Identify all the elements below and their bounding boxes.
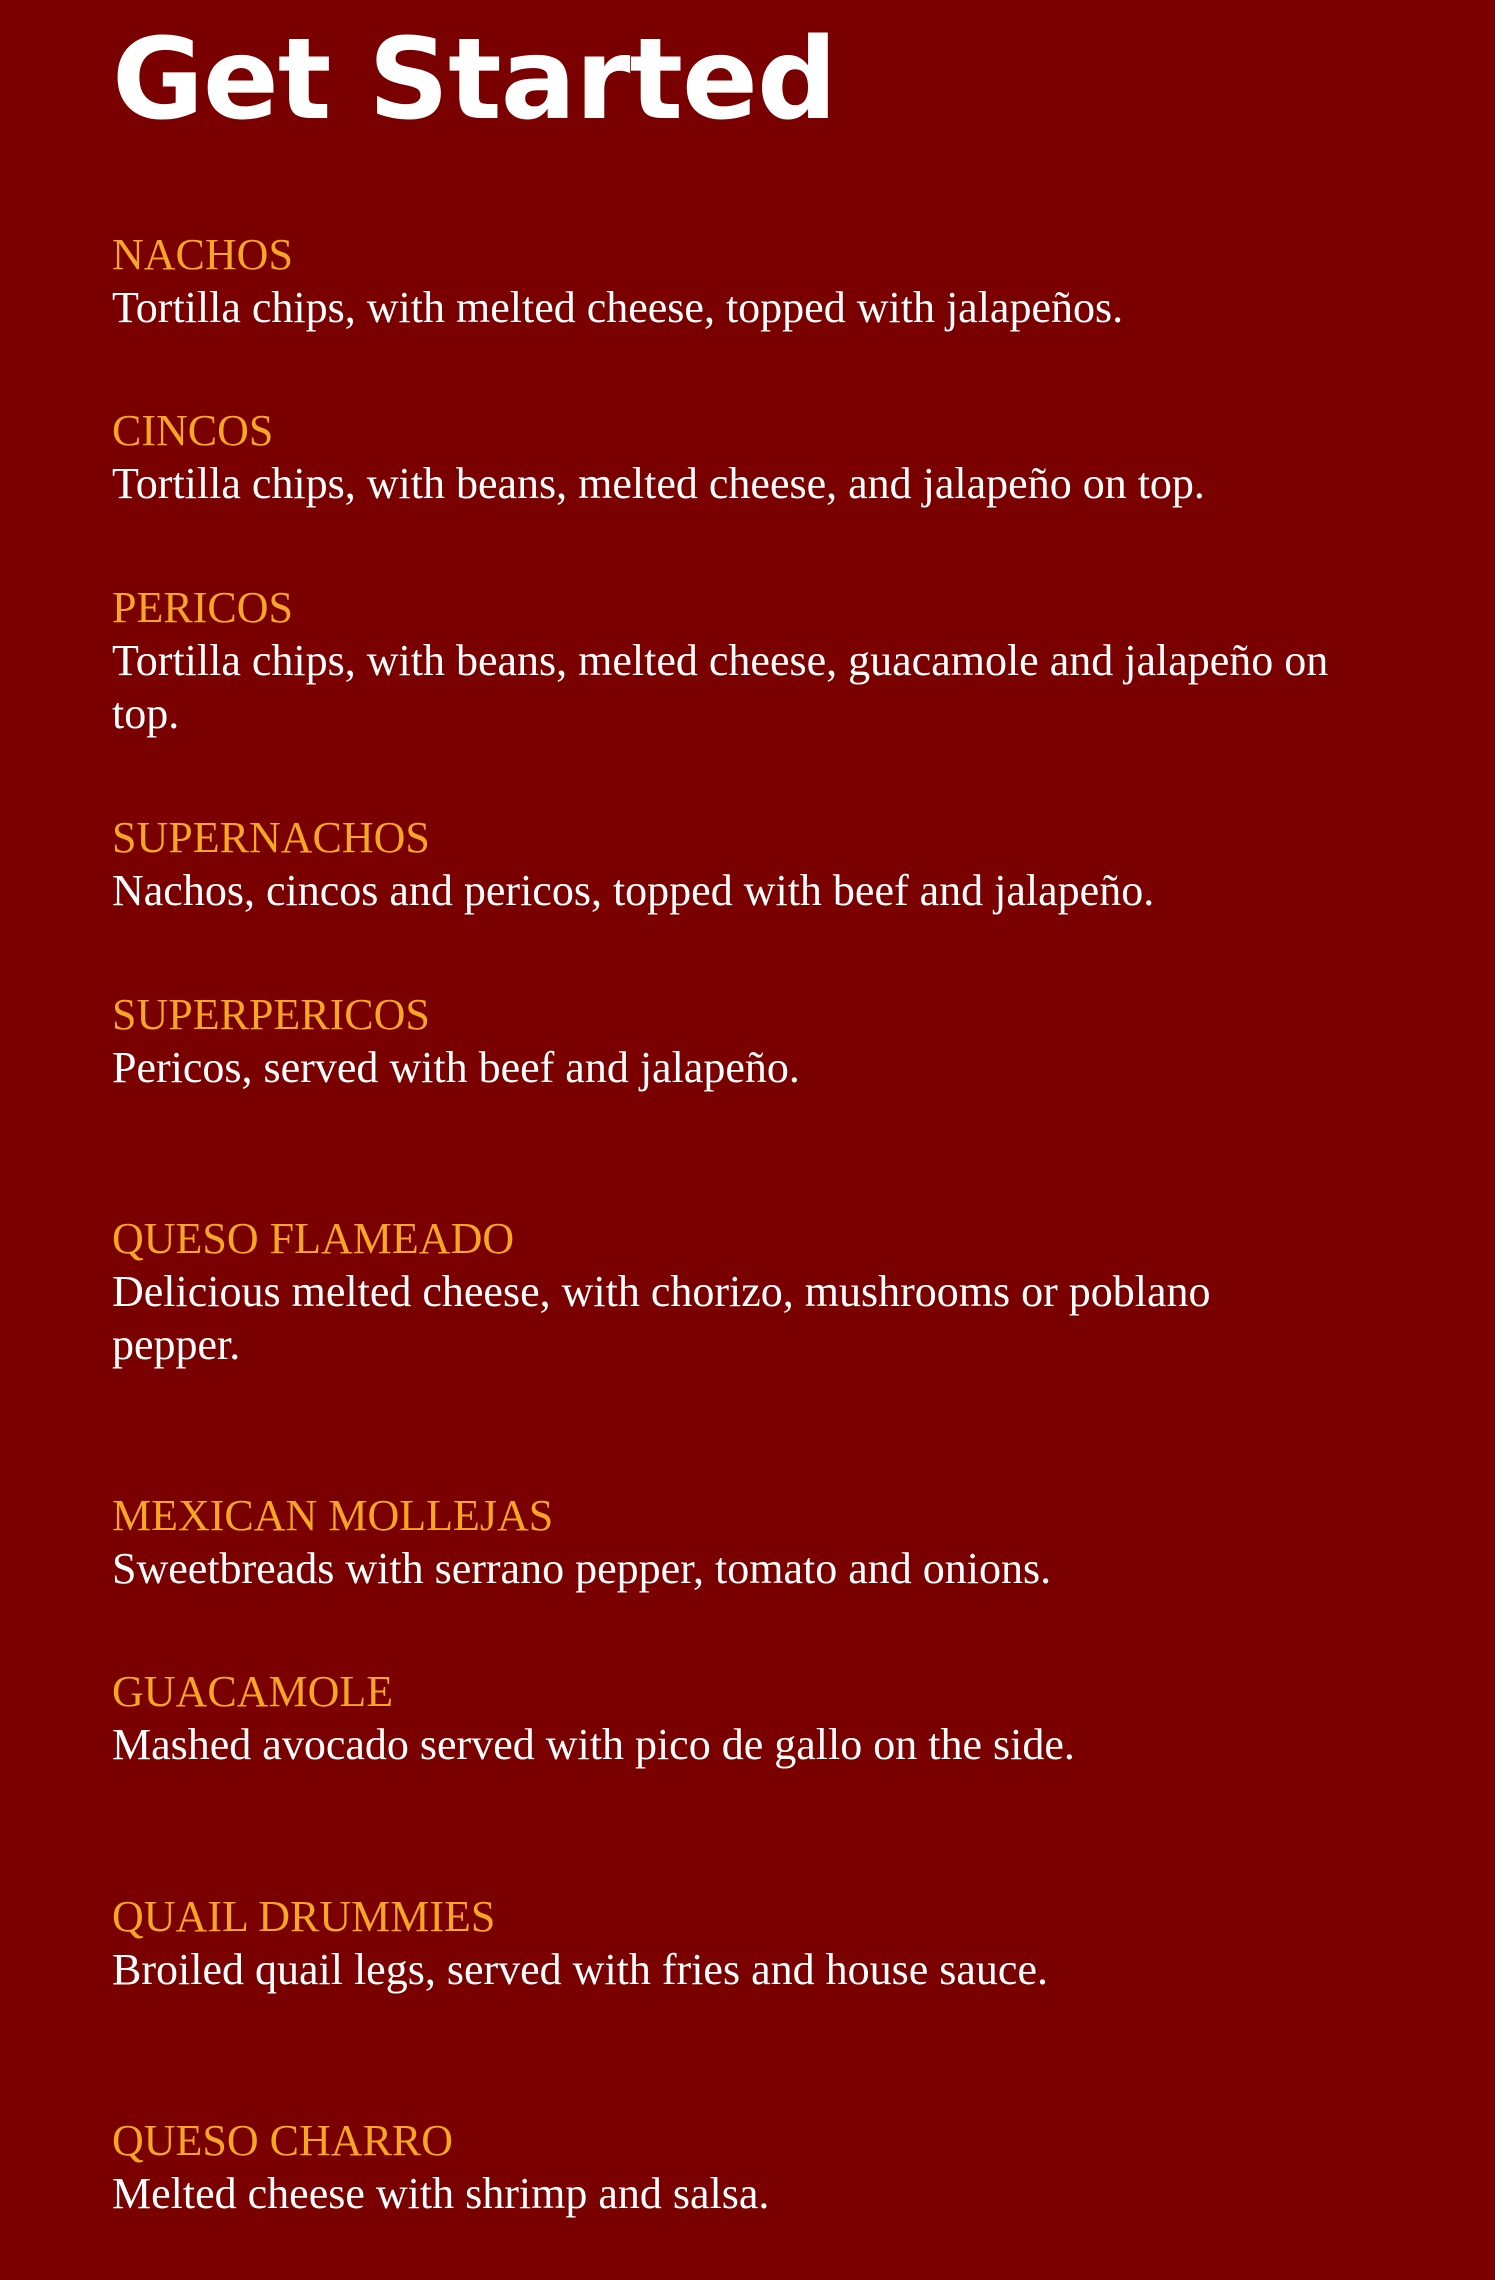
- menu-item-name: GUACAMOLE: [112, 1667, 394, 1716]
- menu-item-supernachos: [112, 812, 1342, 917]
- menu-item-name: SUPERNACHOS: [112, 813, 430, 862]
- menu-item-description: Broiled quail legs, served with fries and house sauce.: [112, 1945, 1048, 1994]
- page-title: Get Started: [112, 15, 837, 145]
- menu-item-queso-flameado: [112, 1213, 1342, 1371]
- menu-item-description: Melted cheese with shrimp and salsa.: [112, 2169, 770, 2218]
- menu-item-description: Sweetbreads with serrano pepper, tomato and onions.: [112, 1544, 1052, 1593]
- menu-item-name: CINCOS: [112, 406, 274, 455]
- menu-item-name: SUPERPERICOS: [112, 990, 430, 1039]
- menu-item-description: Delicious melted cheese, with chorizo, mushrooms or poblano pepper.: [112, 1267, 1211, 1369]
- menu-item-quail-drummies: [112, 1891, 1342, 1996]
- menu-item-name: QUESO FLAMEADO: [112, 1214, 515, 1263]
- menu-item-description: Pericos, served with beef and jalapeño.: [112, 1043, 800, 1092]
- menu-item-description: Nachos, cincos and pericos, topped with beef and jalapeño.: [112, 866, 1155, 915]
- menu-item-name: QUESO CHARRO: [112, 2116, 454, 2165]
- menu-item-cincos: [112, 405, 1342, 510]
- menu-item-pericos: [112, 582, 1342, 740]
- menu-item-name: MEXICAN MOLLEJAS: [112, 1491, 554, 1540]
- menu-item-name: NACHOS: [112, 230, 293, 279]
- menu-item-queso-charro: [112, 2115, 1342, 2220]
- menu-item-description: Tortilla chips, with melted cheese, topped with jalapeños.: [112, 283, 1124, 332]
- menu-item-name: PERICOS: [112, 583, 293, 632]
- menu-item-mexican-mollejas: [112, 1490, 1342, 1595]
- menu-item-description: Tortilla chips, with beans, melted cheese, guacamole and jalapeño on top.: [112, 636, 1329, 738]
- menu-item-description: Mashed avocado served with pico de gallo on the side.: [112, 1720, 1075, 1769]
- menu-item-name: QUAIL DRUMMIES: [112, 1892, 496, 1941]
- menu-item-guacamole: [112, 1666, 1342, 1771]
- menu-item-superpericos: [112, 989, 1342, 1094]
- menu-item-description: Tortilla chips, with beans, melted cheese, and jalapeño on top.: [112, 459, 1205, 508]
- menu-item-nachos: [112, 229, 1342, 334]
